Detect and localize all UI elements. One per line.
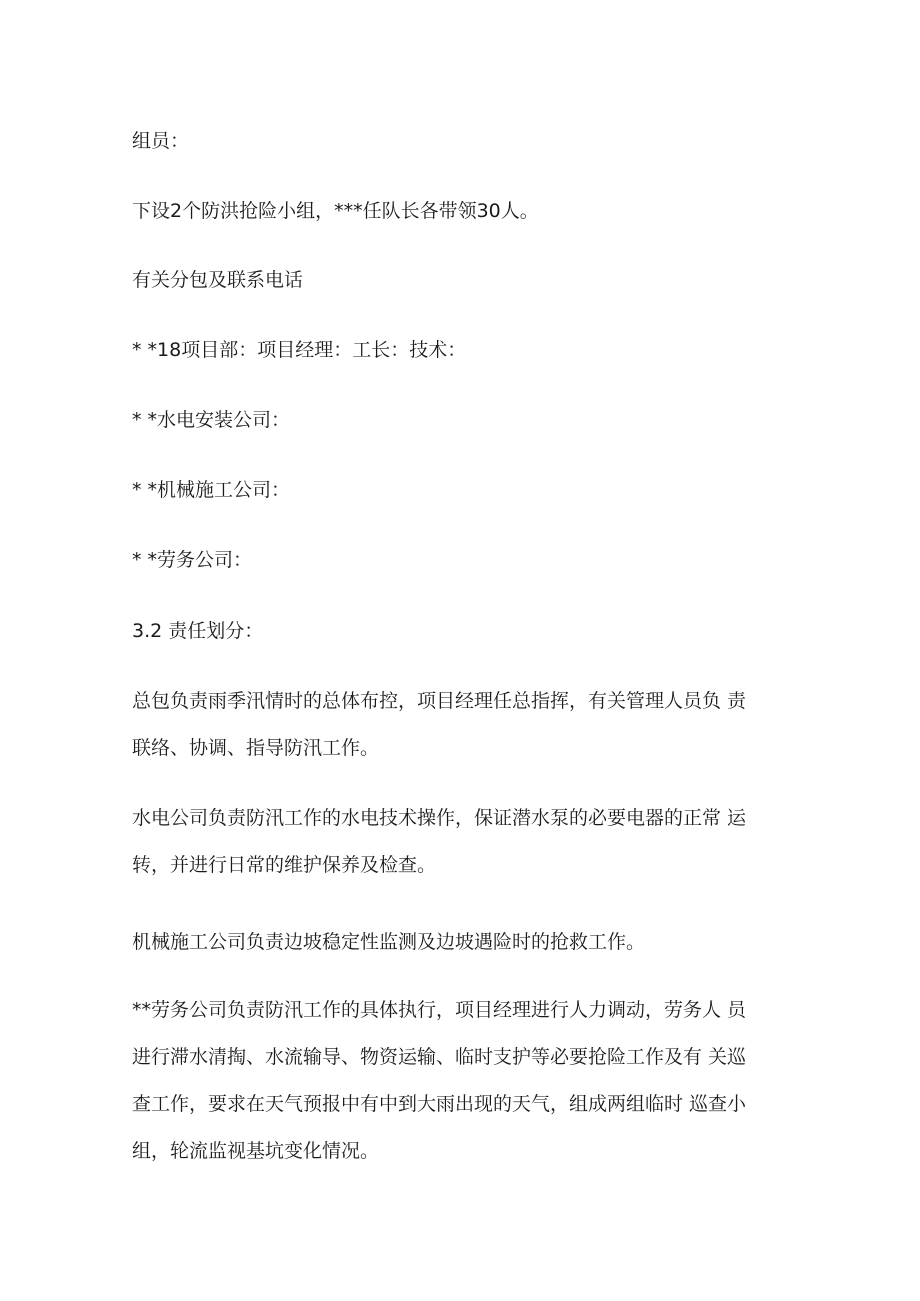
paragraph-line: 转，并进行日常的维护保养及检查。 — [132, 854, 437, 876]
contact-labor: * *劳务公司： — [132, 549, 253, 571]
paragraph-line: 组，轮流监视基坑变化情况。 — [132, 1140, 380, 1162]
members-label: 组员： — [132, 130, 190, 152]
section-heading: 3.2 责任划分： — [132, 620, 264, 642]
contact-hydro-electric: * *水电安装公司： — [132, 409, 291, 431]
contacts-heading: 有关分包及联系电话 — [132, 269, 304, 291]
teams-line: 下设2个防洪抢险小组，***任队长各带领30人。 — [132, 200, 539, 222]
paragraph-line: **劳务公司负责防汛工作的具体执行，项目经理进行人力调动，劳务人 员 — [132, 999, 747, 1021]
paragraph-line: 查工作，要求在天气预报中有中到大雨出现的天气，组成两组临时 巡查小 — [132, 1093, 747, 1115]
paragraph-line: 水电公司负责防汛工作的水电技术操作，保证潜水泵的必要电器的正常 运 — [132, 807, 747, 829]
paragraph-line: 机械施工公司负责边坡稳定性监测及边坡遇险时的抢救工作。 — [132, 931, 646, 953]
contact-project-dept: * *18项目部：项目经理：工长：技术： — [132, 339, 467, 361]
paragraph-line: 进行滞水清掏、水流输导、物资运输、临时支护等必要抢险工作及有 关巡 — [132, 1046, 747, 1068]
paragraph-line: 总包负责雨季汛情时的总体布控，项目经理任总指挥，有关管理人员负 责 — [132, 690, 747, 712]
paragraph-line: 联络、协调、指导防汛工作。 — [132, 737, 380, 759]
contact-machinery: * *机械施工公司： — [132, 479, 291, 501]
